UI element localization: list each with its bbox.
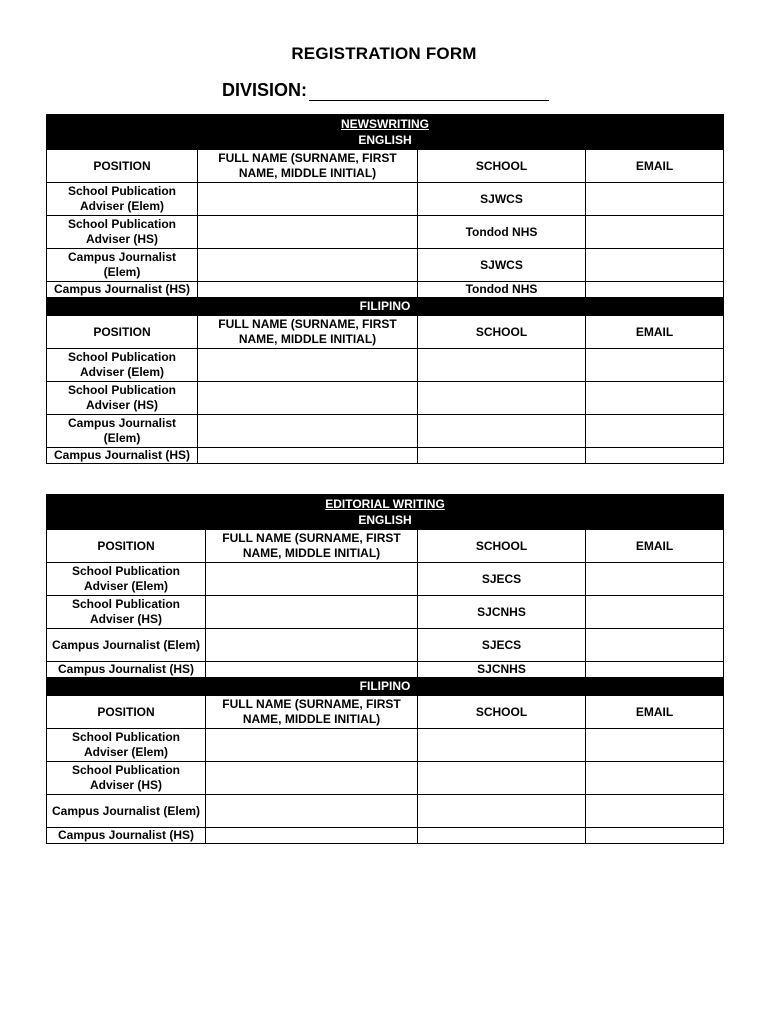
email-cell[interactable]	[586, 216, 724, 249]
table-row	[47, 596, 724, 629]
column-header-row	[47, 150, 724, 183]
email-cell[interactable]	[586, 282, 724, 298]
email-cell[interactable]	[586, 828, 724, 844]
full-name-cell[interactable]	[206, 596, 418, 629]
header-full-name: FULL NAME (SURNAME, FIRST NAME, MIDDLE INITIAL)	[198, 316, 418, 349]
header-position: POSITION	[47, 530, 206, 563]
school-cell[interactable]: SJWCS	[418, 249, 586, 282]
header-email: EMAIL	[586, 316, 724, 349]
header-position: POSITION	[47, 150, 198, 183]
column-header-row	[47, 696, 724, 729]
table-row	[47, 282, 724, 298]
position-cell: Campus Journalist (Elem)	[47, 629, 206, 662]
table-row	[47, 828, 724, 844]
column-header-row	[47, 316, 724, 349]
email-cell[interactable]	[586, 795, 724, 828]
header-email: EMAIL	[586, 150, 724, 183]
school-cell[interactable]: SJECS	[418, 563, 586, 596]
form-title: REGISTRATION FORM	[291, 44, 477, 63]
table-row	[47, 762, 724, 795]
full-name-cell[interactable]	[206, 729, 418, 762]
school-cell[interactable]	[418, 762, 586, 795]
section-heading: EDITORIAL WRITING	[325, 497, 445, 511]
email-cell[interactable]	[586, 762, 724, 795]
table-row	[47, 629, 724, 662]
division-input-line[interactable]	[309, 80, 549, 101]
table-row	[47, 183, 724, 216]
position-cell: Campus Journalist (HS)	[47, 662, 206, 678]
position-cell: Campus Journalist (HS)	[47, 828, 206, 844]
email-cell[interactable]	[586, 629, 724, 662]
school-cell[interactable]: SJCNHS	[418, 596, 586, 629]
position-cell: School Publication Adviser (Elem)	[47, 729, 206, 762]
table-row	[47, 249, 724, 282]
position-cell: School Publication Adviser (HS)	[47, 596, 206, 629]
header-email: EMAIL	[586, 696, 724, 729]
position-cell: Campus Journalist (HS)	[47, 282, 198, 298]
editorial-banner	[47, 495, 724, 530]
email-cell[interactable]	[586, 729, 724, 762]
header-school: SCHOOL	[418, 530, 586, 563]
column-header-row	[47, 530, 724, 563]
email-cell[interactable]	[586, 596, 724, 629]
header-full-name: FULL NAME (SURNAME, FIRST NAME, MIDDLE INITIAL)	[206, 530, 418, 563]
table-row	[47, 795, 724, 828]
email-cell[interactable]	[586, 415, 724, 448]
header-full-name: FULL NAME (SURNAME, FIRST NAME, MIDDLE INITIAL)	[198, 150, 418, 183]
email-cell[interactable]	[586, 249, 724, 282]
school-cell[interactable]	[418, 415, 586, 448]
table-row	[47, 729, 724, 762]
table-row	[47, 563, 724, 596]
school-cell[interactable]: SJCNHS	[418, 662, 586, 678]
school-cell[interactable]	[418, 349, 586, 382]
division-field	[222, 80, 549, 101]
school-cell[interactable]	[418, 795, 586, 828]
table-row	[47, 448, 724, 464]
email-cell[interactable]	[586, 662, 724, 678]
school-cell[interactable]	[418, 382, 586, 415]
position-cell: School Publication Adviser (HS)	[47, 216, 198, 249]
position-cell: Campus Journalist (Elem)	[47, 415, 198, 448]
filipino-banner	[47, 678, 724, 696]
email-cell[interactable]	[586, 382, 724, 415]
full-name-cell[interactable]	[198, 415, 418, 448]
full-name-cell[interactable]	[206, 828, 418, 844]
table-row	[47, 662, 724, 678]
full-name-cell[interactable]	[206, 629, 418, 662]
full-name-cell[interactable]	[198, 183, 418, 216]
school-cell[interactable]: Tondod NHS	[418, 282, 586, 298]
header-school: SCHOOL	[418, 150, 586, 183]
newswriting-banner	[47, 115, 724, 150]
table-row	[47, 216, 724, 249]
division-label: DIVISION:	[222, 80, 308, 100]
full-name-cell[interactable]	[206, 662, 418, 678]
school-cell[interactable]: Tondod NHS	[418, 216, 586, 249]
full-name-cell[interactable]	[206, 795, 418, 828]
position-cell: School Publication Adviser (HS)	[47, 382, 198, 415]
newswriting-table	[46, 114, 724, 464]
position-cell: Campus Journalist (HS)	[47, 448, 198, 464]
full-name-cell[interactable]	[198, 382, 418, 415]
language-label: ENGLISH	[358, 513, 412, 527]
language-label: ENGLISH	[358, 133, 412, 147]
email-cell[interactable]	[586, 349, 724, 382]
section-heading: NEWSWRITING	[341, 117, 429, 131]
header-position: POSITION	[47, 316, 198, 349]
full-name-cell[interactable]	[198, 282, 418, 298]
full-name-cell[interactable]	[206, 563, 418, 596]
full-name-cell[interactable]	[198, 349, 418, 382]
full-name-cell[interactable]	[198, 249, 418, 282]
header-position: POSITION	[47, 696, 206, 729]
full-name-cell[interactable]	[198, 216, 418, 249]
school-cell[interactable]: SJWCS	[418, 183, 586, 216]
header-full-name: FULL NAME (SURNAME, FIRST NAME, MIDDLE INITIAL)	[206, 696, 418, 729]
table-row	[47, 415, 724, 448]
table-row	[47, 382, 724, 415]
editorial-writing-table	[46, 494, 724, 844]
header-school: SCHOOL	[418, 316, 586, 349]
full-name-cell[interactable]	[206, 762, 418, 795]
language-label: FILIPINO	[47, 678, 724, 696]
language-label: FILIPINO	[47, 298, 724, 316]
school-cell[interactable]: SJECS	[418, 629, 586, 662]
email-cell[interactable]	[586, 183, 724, 216]
school-cell[interactable]	[418, 828, 586, 844]
full-name-cell[interactable]	[198, 448, 418, 464]
table-row	[47, 349, 724, 382]
position-cell: School Publication Adviser (HS)	[47, 762, 206, 795]
position-cell: School Publication Adviser (Elem)	[47, 349, 198, 382]
header-school: SCHOOL	[418, 696, 586, 729]
position-cell: School Publication Adviser (Elem)	[47, 183, 198, 216]
school-cell[interactable]	[418, 448, 586, 464]
filipino-banner	[47, 298, 724, 316]
school-cell[interactable]	[418, 729, 586, 762]
position-cell: Campus Journalist (Elem)	[47, 249, 198, 282]
email-cell[interactable]	[586, 448, 724, 464]
email-cell[interactable]	[586, 563, 724, 596]
position-cell: Campus Journalist (Elem)	[47, 795, 206, 828]
header-email: EMAIL	[586, 530, 724, 563]
position-cell: School Publication Adviser (Elem)	[47, 563, 206, 596]
